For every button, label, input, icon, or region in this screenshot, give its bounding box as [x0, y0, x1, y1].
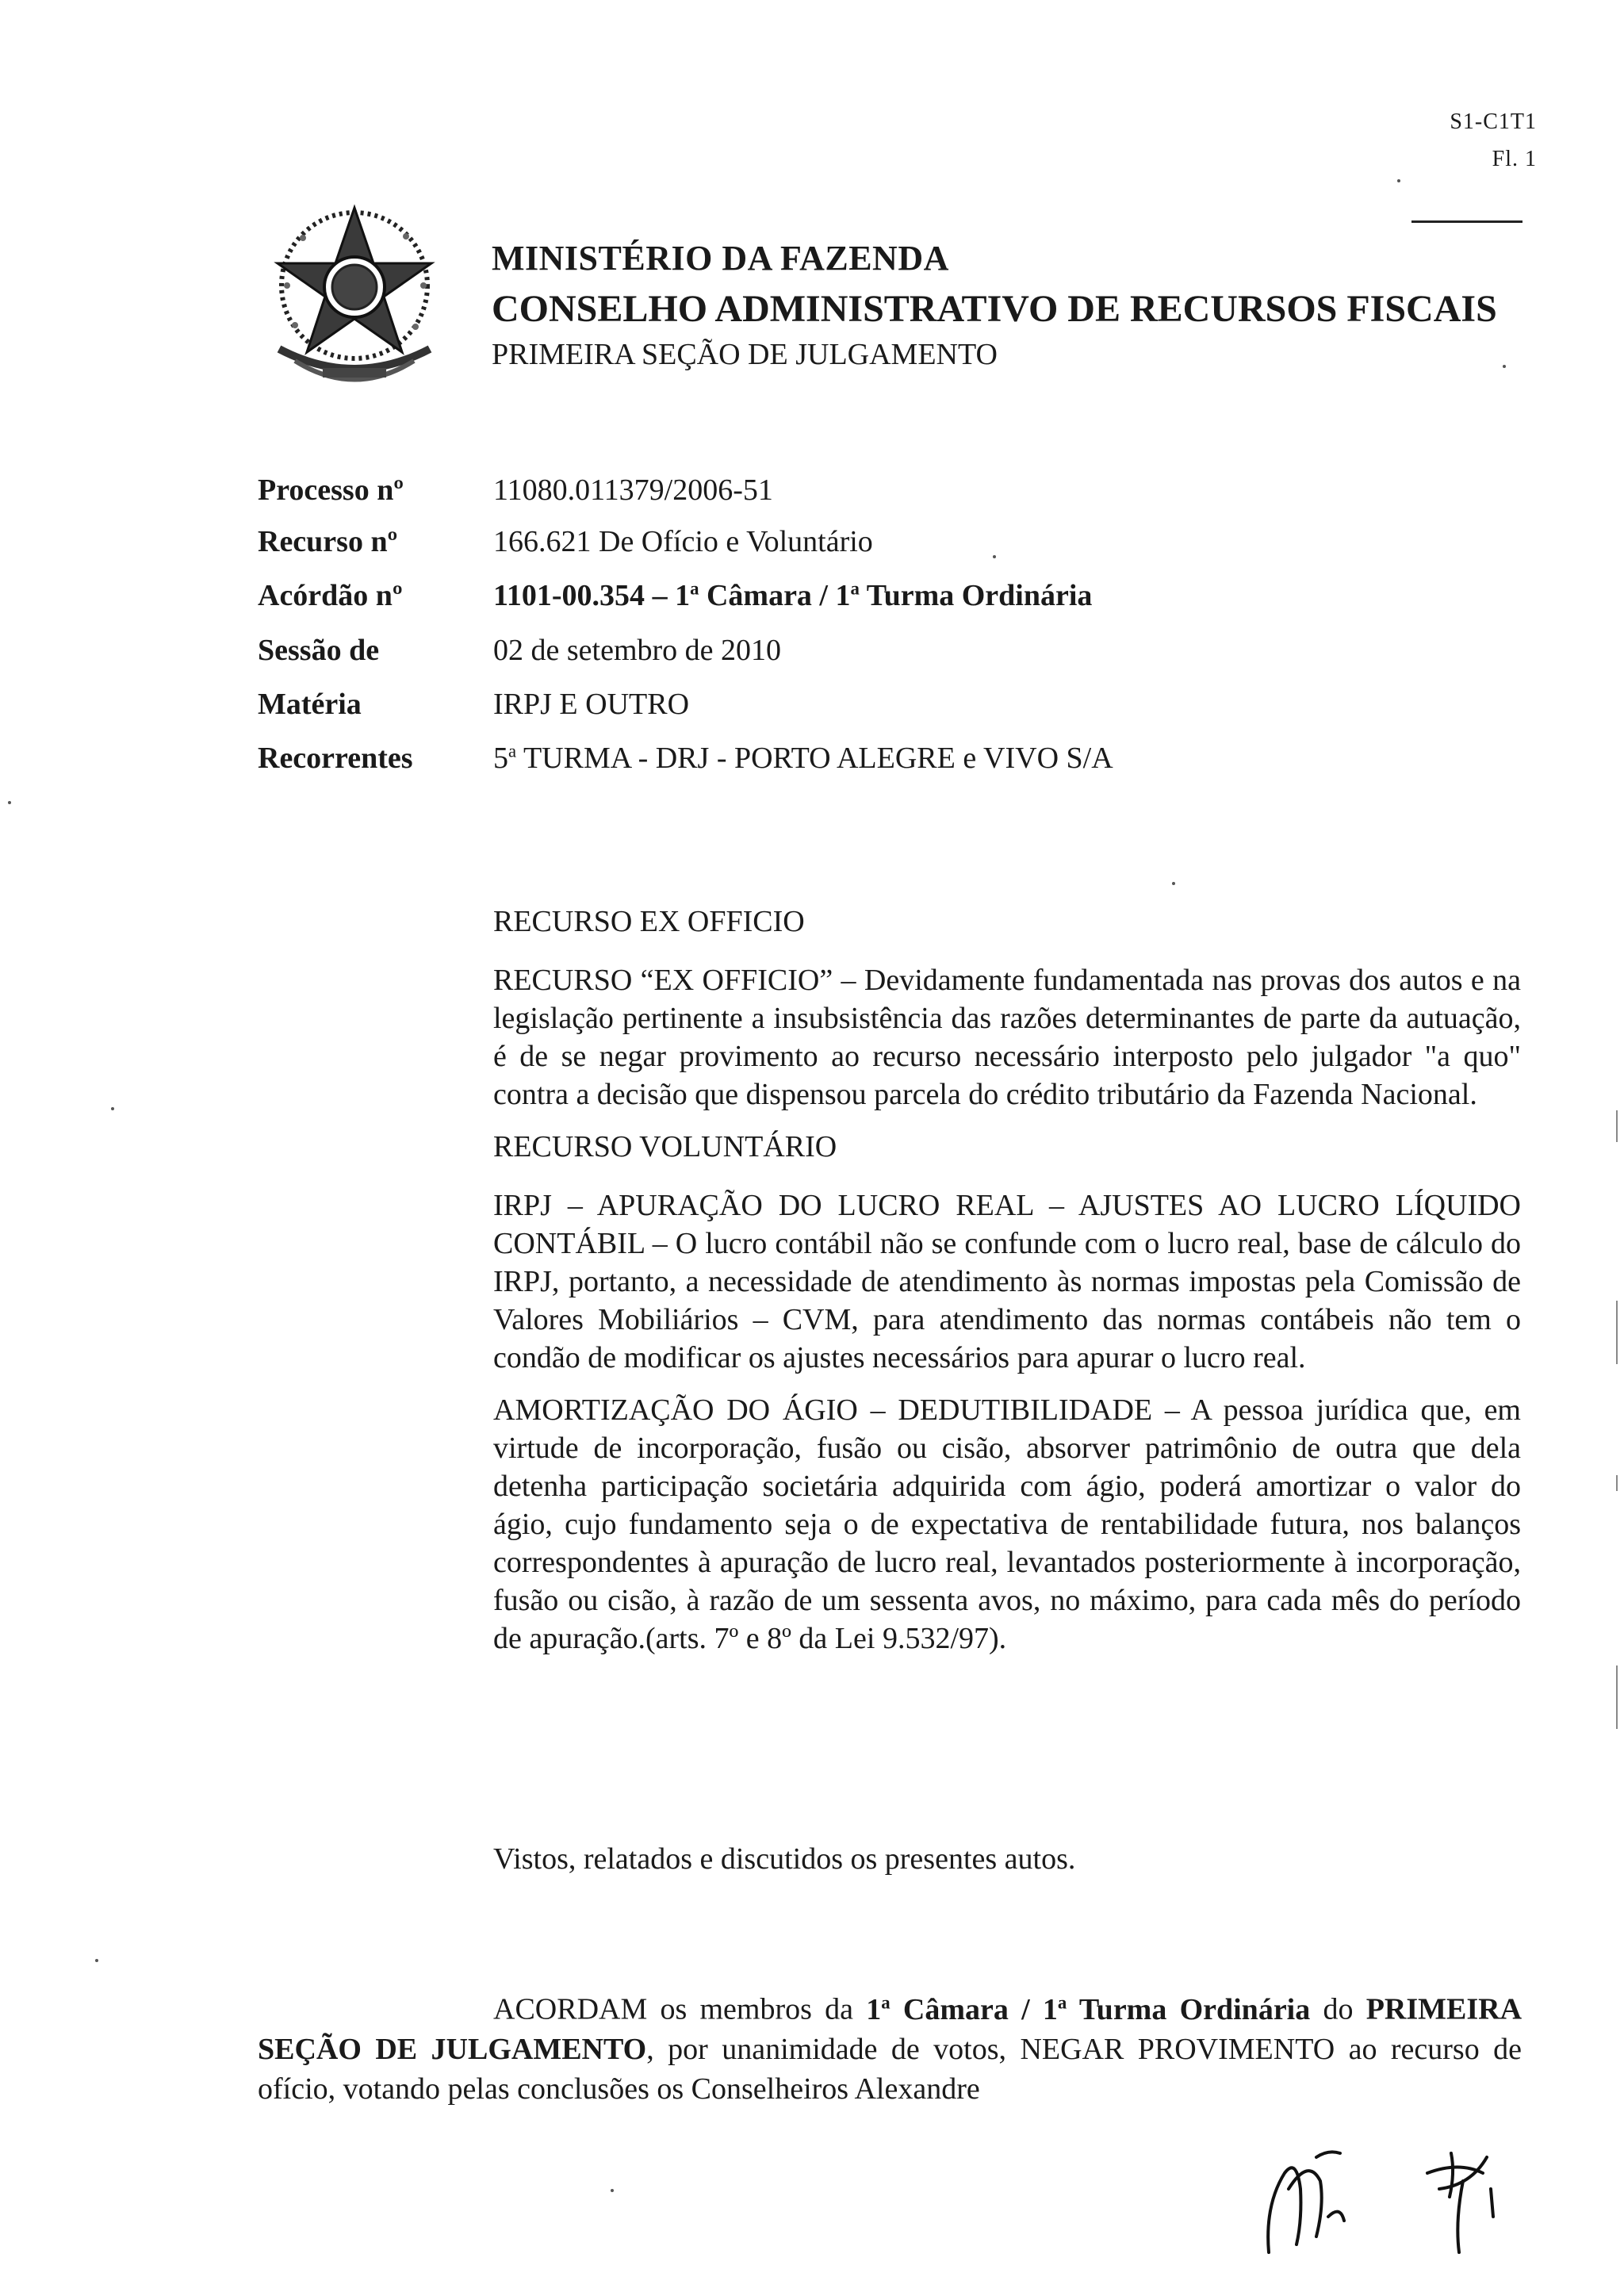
- acordao-dash: –: [652, 579, 668, 612]
- acordam-intro: ACORDAM os membros da: [493, 1992, 854, 2026]
- handwritten-initials: [1253, 2141, 1522, 2260]
- section-title: PRIMEIRA SEÇÃO DE JULGAMENTO: [492, 338, 998, 371]
- acordao-value: [493, 578, 1092, 613]
- heading-recurso-voluntario: RECURSO VOLUNTÁRIO: [493, 1130, 837, 1163]
- brazil-coat-of-arms-icon: [247, 190, 462, 404]
- council-title: CONSELHO ADMINISTRATIVO DE RECURSOS FISCAIS: [492, 288, 1497, 330]
- acordao-camara-num: 1: [675, 579, 691, 612]
- acordao-turma: Turma Ordinária: [866, 579, 1093, 612]
- acordao-label: Acórdão nº: [258, 579, 403, 612]
- recurso-value: 166.621 De Ofício e Voluntário: [493, 525, 873, 558]
- processo-label: Processo nº: [258, 473, 404, 507]
- heading-recurso-ex-officio: RECURSO EX OFFICIO: [493, 905, 805, 938]
- acordao-number: 1101-00.354: [493, 579, 645, 612]
- ementa-body: [493, 903, 1521, 1672]
- acordam-secao: PRIMEIRA SEÇÃO DE JULGAMENTO: [258, 1992, 1522, 2066]
- materia-label: Matéria: [258, 688, 362, 721]
- ministry-title: MINISTÉRIO DA FAZENDA: [492, 239, 949, 278]
- processo-value: 11080.011379/2006-51: [493, 473, 773, 507]
- recurso-label: Recurso nº: [258, 525, 398, 558]
- paragraph-ex-officio: RECURSO “EX OFFICIO” – Devidamente fundamentada nas provas dos autos e na legislação pertinente a insubsistência das razões determinantes de parte da autuação, é de se negar provimento ao recurso necessário interposto pelo julgador "a quo" contra a decisão que dispensou parcela do crédito tributário da Fazenda Nacional.: [493, 964, 1521, 1111]
- ordinal-sup: a: [508, 741, 517, 761]
- ordinal-sup: a: [690, 578, 699, 599]
- ordinal-sup: a: [850, 578, 860, 599]
- recorrentes-text: TURMA - DRJ - PORTO ALEGRE e VIVO S/A: [523, 742, 1113, 775]
- header-rule: [1411, 220, 1522, 223]
- paragraph-lucro-real: IRPJ – APURAÇÃO DO LUCRO REAL – AJUSTES AO LUCRO LÍQUIDO CONTÁBIL – O lucro contábil não se confunde com o lucro real, base de cálculo do IRPJ, portanto, a necessidade de atendimento às normas impostas pela Comissão de Valores Mobiliários – CVM, para atendimento das normas contábeis não tem o condão de modificar os ajustes necessários para apurar o lucro real.: [493, 1189, 1521, 1374]
- acordam-decision: , por unanimidade de votos, NEGAR PROVIMENTO ao recurso de ofício, votando pelas conclusões os Conselheiros Alexandre: [258, 2032, 1522, 2106]
- acordam-do: do: [1323, 1992, 1354, 2026]
- recorrentes-value: [493, 741, 1113, 776]
- recorrentes-label: Recorrentes: [258, 742, 413, 775]
- acordao-camara: Câmara /: [706, 579, 828, 612]
- sessao-label: Sessão de: [258, 634, 380, 667]
- recorrentes-num: 5: [493, 742, 508, 775]
- acordam-paragraph: [258, 1983, 1522, 2109]
- document-code: S1-C1T1: [1450, 109, 1537, 134]
- materia-value: IRPJ E OUTRO: [493, 688, 690, 721]
- acordao-turma-num: 1: [835, 579, 851, 612]
- sessao-value: 02 de setembro de 2010: [493, 634, 782, 667]
- acordam-camara: 1$^a$ Câmara / 1$^a$ Turma Ordinária: [866, 1992, 1311, 2026]
- folio-number: Fl. 1: [1492, 147, 1537, 171]
- vistos-line: Vistos, relatados e discutidos os presentes autos.: [493, 1842, 1076, 1876]
- paragraph-amortizacao-agio: AMORTIZAÇÃO DO ÁGIO – DEDUTIBILIDADE – A pessoa jurídica que, em virtude de incorporação, fusão ou cisão, absorver patrimônio de outra que dela detenha participação societária adquirida com ágio, poderá amortizar o valor do ágio, cujo fundamento seja o de expectativa de rentabilidade futura, nos balanços correspondentes à apuração de lucro real, levantados posteriormente à incorporação, fusão ou cisão, à razão de um sessenta avos, no máximo, para cada mês do período de apuração.(arts. 7º e 8º da Lei 9.532/97).: [493, 1393, 1521, 1655]
